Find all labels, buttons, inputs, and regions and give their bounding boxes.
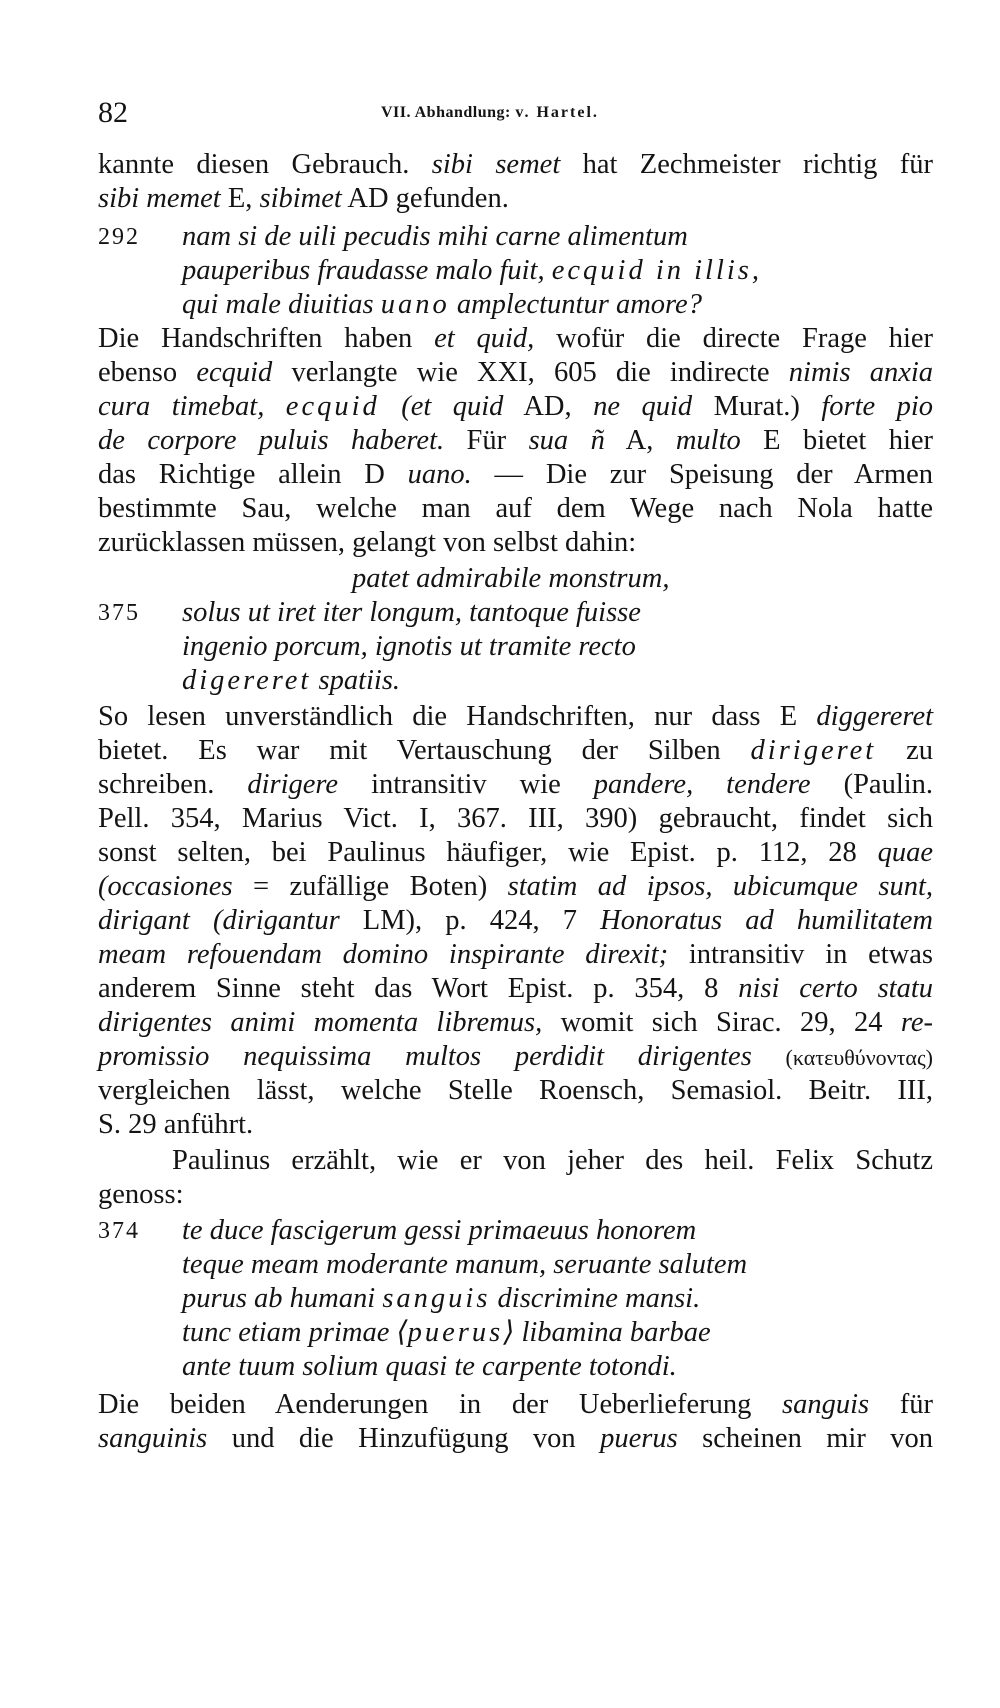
text-line: Die beiden Aenderungen in der Ueberlieferung sanguis für [98,1389,934,1420]
verse-line: te duce fascigerum gessi primaeuus honorem [182,1215,697,1246]
text-line: (occasiones = zufällige Boten) statim ad ipsos, ubicumque sunt, [98,871,934,902]
text-line: genoss: [98,1179,184,1210]
text-line: sanguinis und die Hinzufügung von puerus scheinen mir von [98,1423,933,1454]
verse-number: 374 [98,1218,140,1244]
running-title: VII. Abhandlung: v. Hartel. [381,104,599,121]
verse-number: 292 [98,224,140,250]
text-line: cura timebat, ecquid (et quid AD, ne quid Murat.) forte pio [98,391,934,422]
text-line: bestimmte Sau, welche man auf dem Wege nach Nola hatte [98,493,933,524]
verse-line: digereret spatiis. [182,665,401,696]
verse-line: solus ut iret iter longum, tantoque fuisse [182,597,641,628]
verse-line: ante tuum solium quasi te carpente totondi. [182,1351,677,1382]
text-line: vergleichen lässt, welche Stelle Roensch, Semasiol. Beitr. III, [98,1075,933,1106]
text-line: ebenso ecquid verlangte wie XXI, 605 die indirecte nimis anxia [98,357,934,388]
verse-line: purus ab humani sanguis discrimine mansi. [182,1283,701,1314]
text-line: zurücklassen müssen, gelangt von selbst dahin: [98,527,637,558]
text-line: Die Handschriften haben et quid, wofür die directe Frage hier [98,323,934,354]
page-number: 82 [98,96,128,129]
text-line: de corpore puluis haberet. Für sua ñ A, multo E bietet hier [98,425,934,456]
text-line: bietet. Es war mit Vertauschung der Silben dirigeret zu [98,735,934,766]
verse-number: 375 [98,600,140,626]
verse-line: tunc etiam primae ⟨puerus⟩ libamina barbae [182,1317,711,1348]
text-line: dirigentes animi momenta libremus, womit sich Sirac. 29, 24 re- [98,1007,934,1038]
text-line: sonst selten, bei Paulinus häufiger, wie Epist. p. 112, 28 quae [98,837,934,868]
text-line: das Richtige allein D uano. — Die zur Speisung der Armen [98,459,933,490]
verse-line: teque meam moderante manum, seruante salutem [182,1249,748,1280]
text-line: meam refouendam domino inspirante direxit; intransitiv in etwas [98,939,934,970]
verse-line: nam si de uili pecudis mihi carne alimentum [182,221,688,252]
text-line: sibi memet E, sibimet AD gefunden. [98,183,509,214]
text-line: S. 29 anführt. [98,1109,254,1140]
text-line: So lesen unverständlich die Handschriften, nur dass E diggereret [98,701,934,732]
text-line: kannte diesen Gebrauch. sibi semet hat Zechmeister richtig für [98,149,933,180]
verse-line: pauperibus fraudasse malo fuit, ecquid in illis, [182,255,763,286]
text-line: promissio nequissima multos perdidit dirigentes (κατευθύνοντας) [98,1041,933,1072]
text-line: anderem Sinne steht das Wort Epist. p. 354, 8 nisi certo statu [98,973,934,1004]
text-line: Pell. 354, Marius Vict. I, 367. III, 390) gebraucht, findet sich [98,803,933,834]
verse-line: patet admirabile monstrum, [352,563,670,594]
text-line: dirigant (dirigantur LM), p. 424, 7 Honoratus ad humilitatem [98,905,934,936]
text-line: schreiben. dirigere intransitiv wie pandere, tendere (Paulin. [98,769,934,800]
verse-line: ingenio porcum, ignotis ut tramite recto [182,631,636,662]
verse-line: qui male diuitias uano amplectuntur amore? [182,289,702,320]
text-line: Paulinus erzählt, wie er von jeher des heil. Felix Schutz [172,1145,933,1176]
page-header [98,96,933,136]
